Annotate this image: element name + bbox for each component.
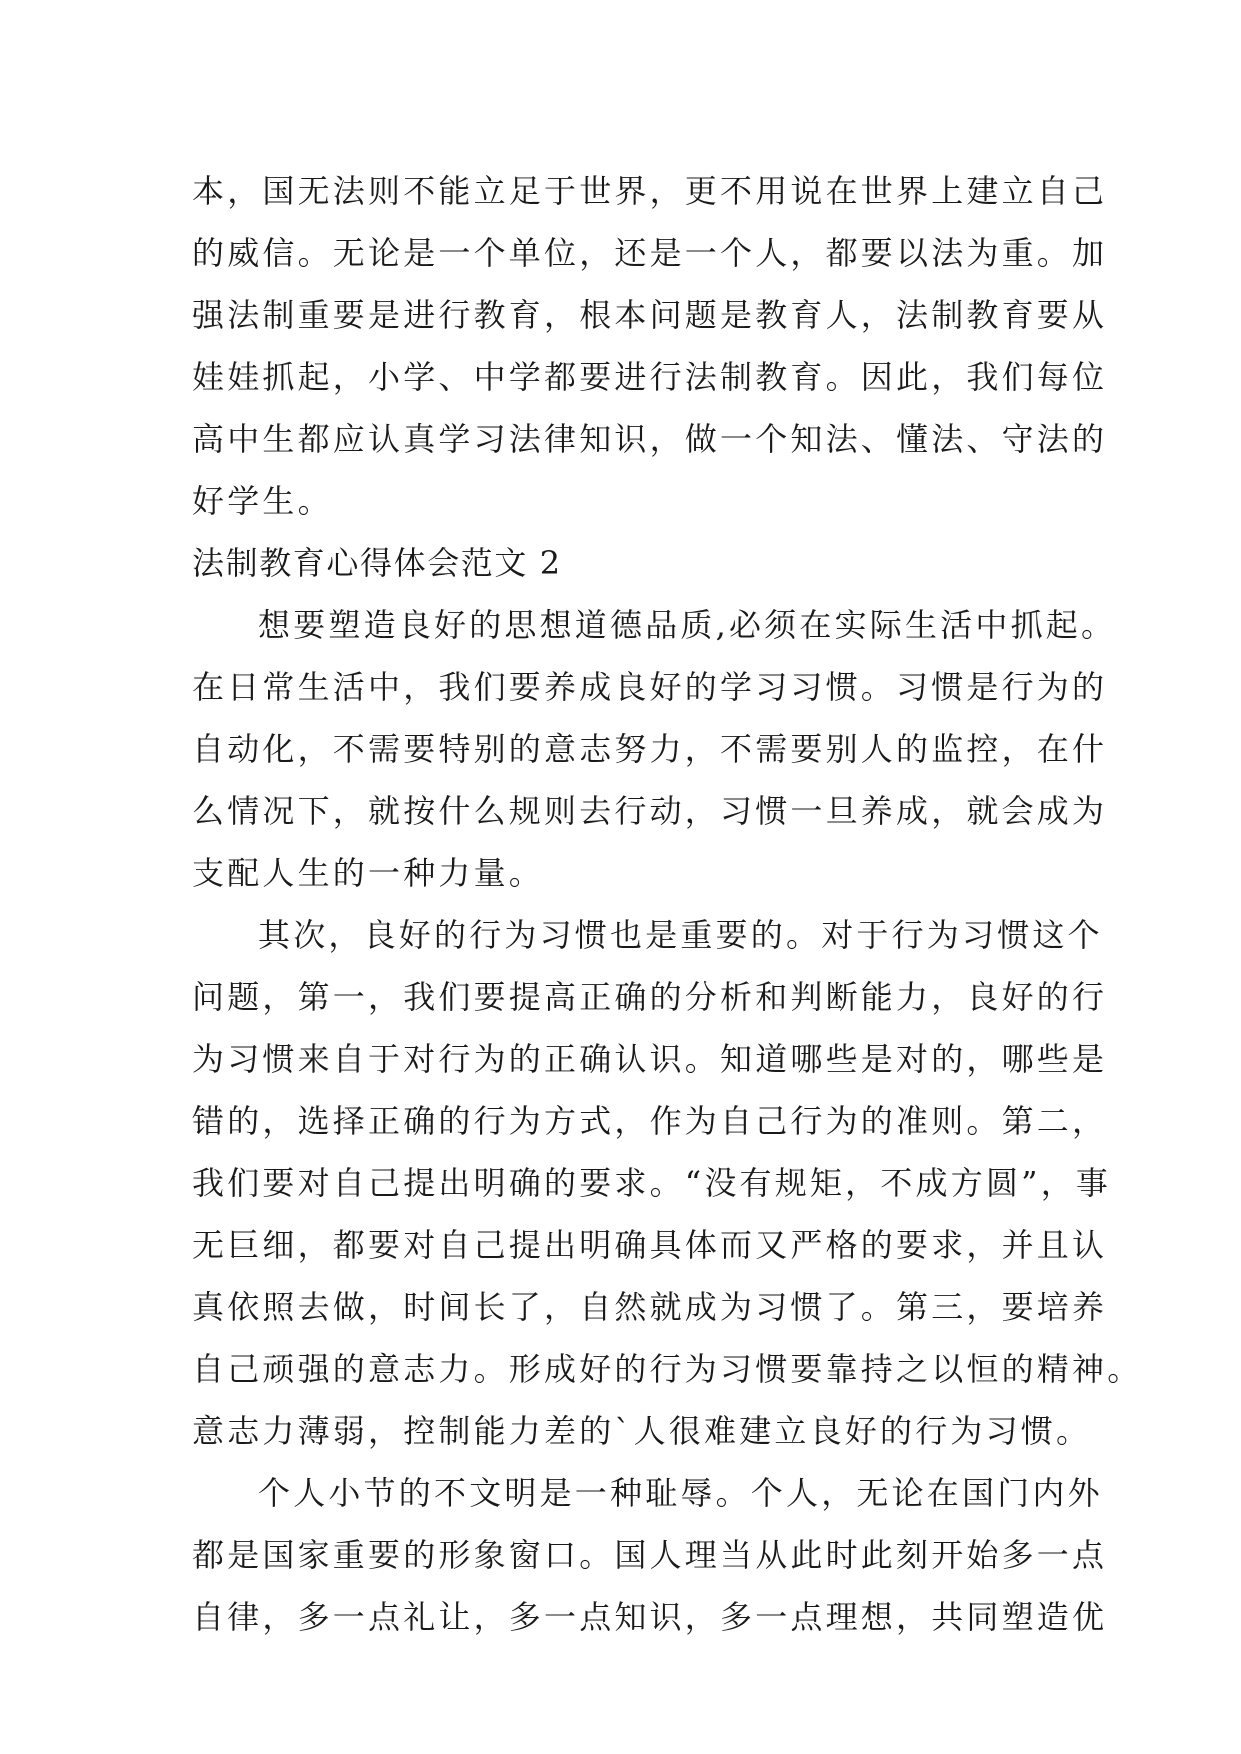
section-heading: 法制教育心得体会范文 2: [192, 544, 562, 582]
paragraph-first-line: 个人小节的不文明是一种耻辱。个人，无论在国门内外: [258, 1474, 1103, 1512]
text-line: 错的，选择正确的行为方式，作为自己行为的准则。第二，: [192, 1102, 1108, 1140]
document-body: [192, 160, 1143, 1648]
text-line: 无巨细，都要对自己提出明确具体而又严格的要求，并且认: [192, 1226, 1108, 1264]
text-line: 在日常生活中，我们要养成良好的学习习惯。习惯是行为的: [192, 668, 1108, 706]
text-line: 么情况下，就按什么规则去行动，习惯一旦养成，就会成为: [192, 792, 1108, 830]
text-line: 支配人生的一种力量。: [192, 854, 545, 892]
text-line: 都是国家重要的形象窗口。国人理当从此时此刻开始多一点: [192, 1536, 1108, 1574]
text-line: 自律，多一点礼让，多一点知识，多一点理想，共同塑造优: [192, 1598, 1108, 1636]
paragraph-first-line: 其次，良好的行为习惯也是重要的。对于行为习惯这个: [258, 916, 1103, 954]
text-line: 强法制重要是进行教育，根本问题是教育人，法制教育要从: [192, 296, 1108, 334]
text-line: 为习惯来自于对行为的正确认识。知道哪些是对的，哪些是: [192, 1040, 1108, 1078]
text-line: 本，国无法则不能立足于世界，更不用说在世界上建立自己: [192, 172, 1108, 210]
text-line: 我们要对自己提出明确的要求。“没有规矩，不成方圆”，事: [192, 1164, 1112, 1202]
text-line: 问题，第一，我们要提高正确的分析和判断能力，良好的行: [192, 978, 1108, 1016]
text-line: 意志力薄弱，控制能力差的`人很难建立良好的行为习惯。: [192, 1412, 1092, 1450]
text-line: 真依照去做，时间长了，自然就成为习惯了。第三，要培养: [192, 1288, 1108, 1326]
text-line: 自动化，不需要特别的意志努力，不需要别人的监控，在什: [192, 730, 1108, 768]
text-line: 的威信。无论是一个单位，还是一个人，都要以法为重。加: [192, 234, 1108, 272]
paragraph-first-line: 想要塑造良好的思想道德品质,必须在实际生活中抓起。: [258, 606, 1117, 644]
text-line: 娃娃抓起，小学、中学都要进行法制教育。因此，我们每位: [192, 358, 1108, 396]
text-line: 自己顽强的意志力。形成好的行为习惯要靠持之以恒的精神。: [192, 1350, 1143, 1388]
text-line: 好学生。: [192, 482, 333, 520]
text-line: 高中生都应认真学习法律知识，做一个知法、懂法、守法的: [192, 420, 1108, 458]
